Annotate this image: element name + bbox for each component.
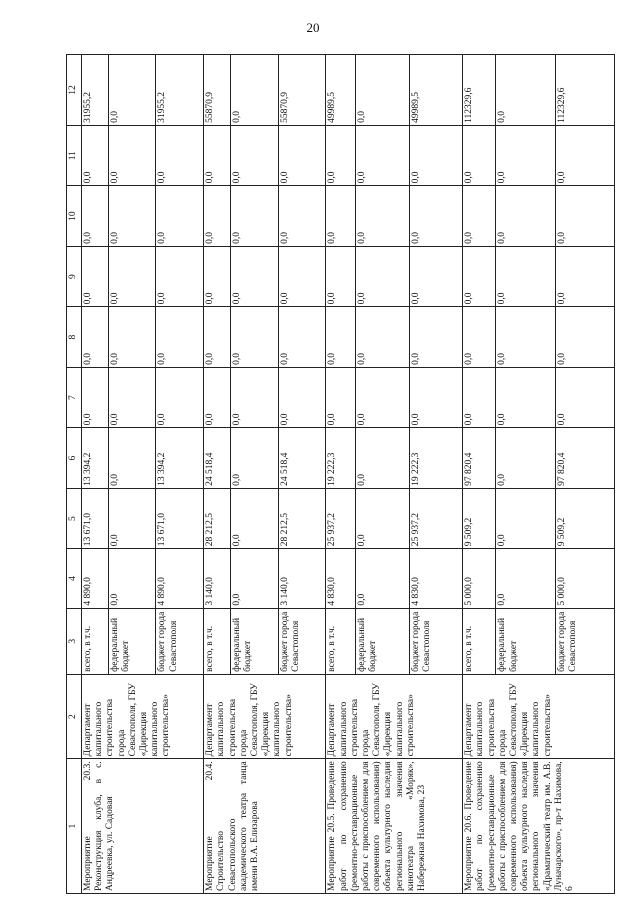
value-cell: 13 394,2 — [82, 428, 109, 488]
value-cell: 0,0 — [230, 307, 278, 367]
col-header: 10 — [67, 186, 82, 246]
value-cell: 0,0 — [496, 367, 555, 427]
value-cell: 97 820,4 — [555, 428, 614, 488]
value-cell: 0,0 — [278, 125, 326, 185]
value-cell: 0,0 — [156, 367, 204, 427]
value-cell: 0,0 — [278, 367, 326, 427]
value-cell: 0,0 — [409, 186, 463, 246]
value-cell: 0,0 — [230, 428, 278, 488]
value-cell: 0,0 — [356, 307, 409, 367]
value-cell: 19 222,3 — [326, 428, 356, 488]
value-cell: 0,0 — [204, 125, 231, 185]
value-cell: 0,0 — [204, 367, 231, 427]
value-cell: 0,0 — [409, 367, 463, 427]
value-cell: 0,0 — [555, 307, 614, 367]
value-cell: 0,0 — [555, 246, 614, 306]
value-cell: 0,0 — [82, 307, 109, 367]
value-cell: 0,0 — [108, 367, 156, 427]
value-cell: 0,0 — [204, 186, 231, 246]
value-cell: 0,0 — [278, 186, 326, 246]
value-cell: 0,0 — [156, 246, 204, 306]
value-cell: 0,0 — [156, 186, 204, 246]
col-header: 8 — [67, 307, 82, 367]
value-cell: 0,0 — [230, 246, 278, 306]
value-cell: 0,0 — [409, 125, 463, 185]
header-row — [67, 55, 82, 894]
value-cell: 0,0 — [496, 125, 555, 185]
value-cell: 55870,9 — [278, 55, 326, 126]
value-cell: 0,0 — [82, 246, 109, 306]
value-cell: 0,0 — [326, 186, 356, 246]
value-cell: 4 830,0 — [326, 549, 356, 608]
col-header: 11 — [67, 125, 82, 185]
value-cell: 25 937,2 — [326, 488, 356, 548]
value-cell: 0,0 — [278, 307, 326, 367]
value-cell: 0,0 — [409, 307, 463, 367]
value-cell: 49989,5 — [326, 55, 356, 126]
value-cell: 0,0 — [230, 549, 278, 608]
value-cell: 24 518,4 — [278, 428, 326, 488]
value-cell: 112329,6 — [555, 55, 614, 126]
value-cell: 0,0 — [463, 307, 496, 367]
table-row — [204, 55, 231, 894]
value-cell: 13 671,0 — [82, 488, 109, 548]
value-cell: 9 509,2 — [555, 488, 614, 548]
measure-cell: Мероприятие 20.5. Проведение работ по сохранению (ремонтно-реставрационные работы с приспособлением для современного использования) объекта культурного наследия регионального значения кинотеатра «Моряк», Набережная Нахимова, 23 — [326, 759, 463, 894]
value-cell: 0,0 — [108, 55, 156, 126]
value-cell: 0,0 — [82, 186, 109, 246]
funding-source-cell: бюджет города Севастополя — [555, 608, 614, 674]
value-cell: 0,0 — [356, 428, 409, 488]
executor-cell: Департамент капитального строительства города Севастополя, ГБУ «Дирекция капитального строительства» — [204, 674, 326, 758]
value-cell: 0,0 — [156, 307, 204, 367]
value-cell: 28 212,5 — [278, 488, 326, 548]
value-cell: 0,0 — [356, 488, 409, 548]
value-cell: 0,0 — [463, 125, 496, 185]
value-cell: 0,0 — [356, 367, 409, 427]
col-header: 4 — [67, 549, 82, 608]
col-header: 6 — [67, 428, 82, 488]
funding-source-cell: всего, в т.ч. — [82, 608, 109, 674]
value-cell: 0,0 — [230, 186, 278, 246]
value-cell: 4 890,0 — [82, 549, 109, 608]
funding-source-cell: федеральный бюджет — [496, 608, 555, 674]
value-cell: 28 212,5 — [204, 488, 231, 548]
value-cell: 0,0 — [463, 186, 496, 246]
value-cell: 97 820,4 — [463, 428, 496, 488]
col-header: 9 — [67, 246, 82, 306]
value-cell: 5 000,0 — [555, 549, 614, 608]
value-cell: 0,0 — [496, 186, 555, 246]
rotated-table-area — [66, 54, 615, 894]
value-cell: 112329,6 — [463, 55, 496, 126]
col-header: 1 — [67, 759, 82, 894]
value-cell: 0,0 — [555, 125, 614, 185]
value-cell: 24 518,4 — [204, 428, 231, 488]
executor-cell: Департамент капитального строительства города Севастополя, ГБУ «Дирекция капитального строительства» — [326, 674, 463, 758]
measure-cell: Мероприятие 20.4. Строительство Севастопольского академического театра танца имени В.А. Елизарова — [204, 759, 326, 894]
executor-cell: Департамент капитального строительства города Севастополя, ГБУ «Дирекция капитального строительства» — [82, 674, 204, 758]
value-cell: 0,0 — [496, 55, 555, 126]
measure-cell: Мероприятие 20.3. Реконструкция клуба, в с. Андреевка, ул. Садовая — [82, 759, 204, 894]
value-cell: 0,0 — [204, 307, 231, 367]
value-cell: 0,0 — [82, 367, 109, 427]
col-header: 7 — [67, 367, 82, 427]
value-cell: 0,0 — [555, 186, 614, 246]
value-cell: 0,0 — [108, 246, 156, 306]
value-cell: 0,0 — [496, 307, 555, 367]
value-cell: 0,0 — [230, 125, 278, 185]
table-row — [463, 55, 496, 894]
funding-source-cell: бюджет города Севастополя — [156, 608, 204, 674]
value-cell: 4 830,0 — [409, 549, 463, 608]
value-cell: 0,0 — [230, 55, 278, 126]
funding-source-cell: всего, в т.ч. — [463, 608, 496, 674]
value-cell: 0,0 — [326, 307, 356, 367]
value-cell: 55870,9 — [204, 55, 231, 126]
funding-source-cell: федеральный бюджет — [356, 608, 409, 674]
value-cell: 0,0 — [108, 488, 156, 548]
value-cell: 25 937,2 — [409, 488, 463, 548]
value-cell: 0,0 — [108, 307, 156, 367]
funding-source-cell: бюджет города Севастополя — [409, 608, 463, 674]
value-cell: 13 394,2 — [156, 428, 204, 488]
value-cell: 0,0 — [463, 367, 496, 427]
value-cell: 31955,2 — [156, 55, 204, 126]
value-cell: 0,0 — [496, 549, 555, 608]
value-cell: 0,0 — [278, 246, 326, 306]
value-cell: 0,0 — [326, 367, 356, 427]
value-cell: 0,0 — [409, 246, 463, 306]
value-cell: 0,0 — [356, 246, 409, 306]
measure-cell: Мероприятие 20.6. Проведение работ по сохранению (ремонтно-реставрационные работы с приспособлением для современного использования) объекта культурного наследия регионального значения «Драматический театр им. А.В. Луначарского», пр-т Нахимова, 6 — [463, 759, 615, 894]
page-number: 20 — [306, 20, 320, 35]
col-header: 2 — [67, 674, 82, 758]
value-cell: 9 509,2 — [463, 488, 496, 548]
value-cell: 0,0 — [356, 55, 409, 126]
value-cell: 0,0 — [82, 125, 109, 185]
funding-source-cell: всего, в т.ч. — [204, 608, 231, 674]
funding-source-cell: федеральный бюджет — [230, 608, 278, 674]
value-cell: 3 140,0 — [278, 549, 326, 608]
col-header: 3 — [67, 608, 82, 674]
value-cell: 0,0 — [496, 428, 555, 488]
value-cell: 0,0 — [356, 125, 409, 185]
value-cell: 5 000,0 — [463, 549, 496, 608]
funding-source-cell: бюджет города Севастополя — [278, 608, 326, 674]
value-cell: 0,0 — [356, 186, 409, 246]
funding-table — [66, 54, 615, 894]
value-cell: 0,0 — [463, 246, 496, 306]
value-cell: 31955,2 — [82, 55, 109, 126]
value-cell: 0,0 — [108, 125, 156, 185]
value-cell: 0,0 — [230, 367, 278, 427]
value-cell: 0,0 — [496, 246, 555, 306]
value-cell: 0,0 — [156, 125, 204, 185]
executor-cell: Департамент капитального строительства города Севастополя, ГБУ «Дирекция капитального строительства» — [463, 674, 615, 758]
value-cell: 0,0 — [108, 549, 156, 608]
value-cell: 19 222,3 — [409, 428, 463, 488]
value-cell: 4 890,0 — [156, 549, 204, 608]
value-cell: 0,0 — [204, 246, 231, 306]
col-header: 5 — [67, 488, 82, 548]
col-header: 12 — [67, 55, 82, 126]
value-cell: 0,0 — [108, 428, 156, 488]
funding-source-cell: всего, в т.ч. — [326, 608, 356, 674]
value-cell: 49989,5 — [409, 55, 463, 126]
funding-source-cell: федеральный бюджет — [108, 608, 156, 674]
value-cell: 0,0 — [326, 246, 356, 306]
value-cell: 0,0 — [496, 488, 555, 548]
value-cell: 0,0 — [356, 549, 409, 608]
value-cell: 13 671,0 — [156, 488, 204, 548]
value-cell: 0,0 — [108, 186, 156, 246]
value-cell: 3 140,0 — [204, 549, 231, 608]
value-cell: 0,0 — [326, 125, 356, 185]
value-cell: 0,0 — [230, 488, 278, 548]
table-row — [326, 55, 356, 894]
value-cell: 0,0 — [555, 367, 614, 427]
table-row — [82, 55, 109, 894]
